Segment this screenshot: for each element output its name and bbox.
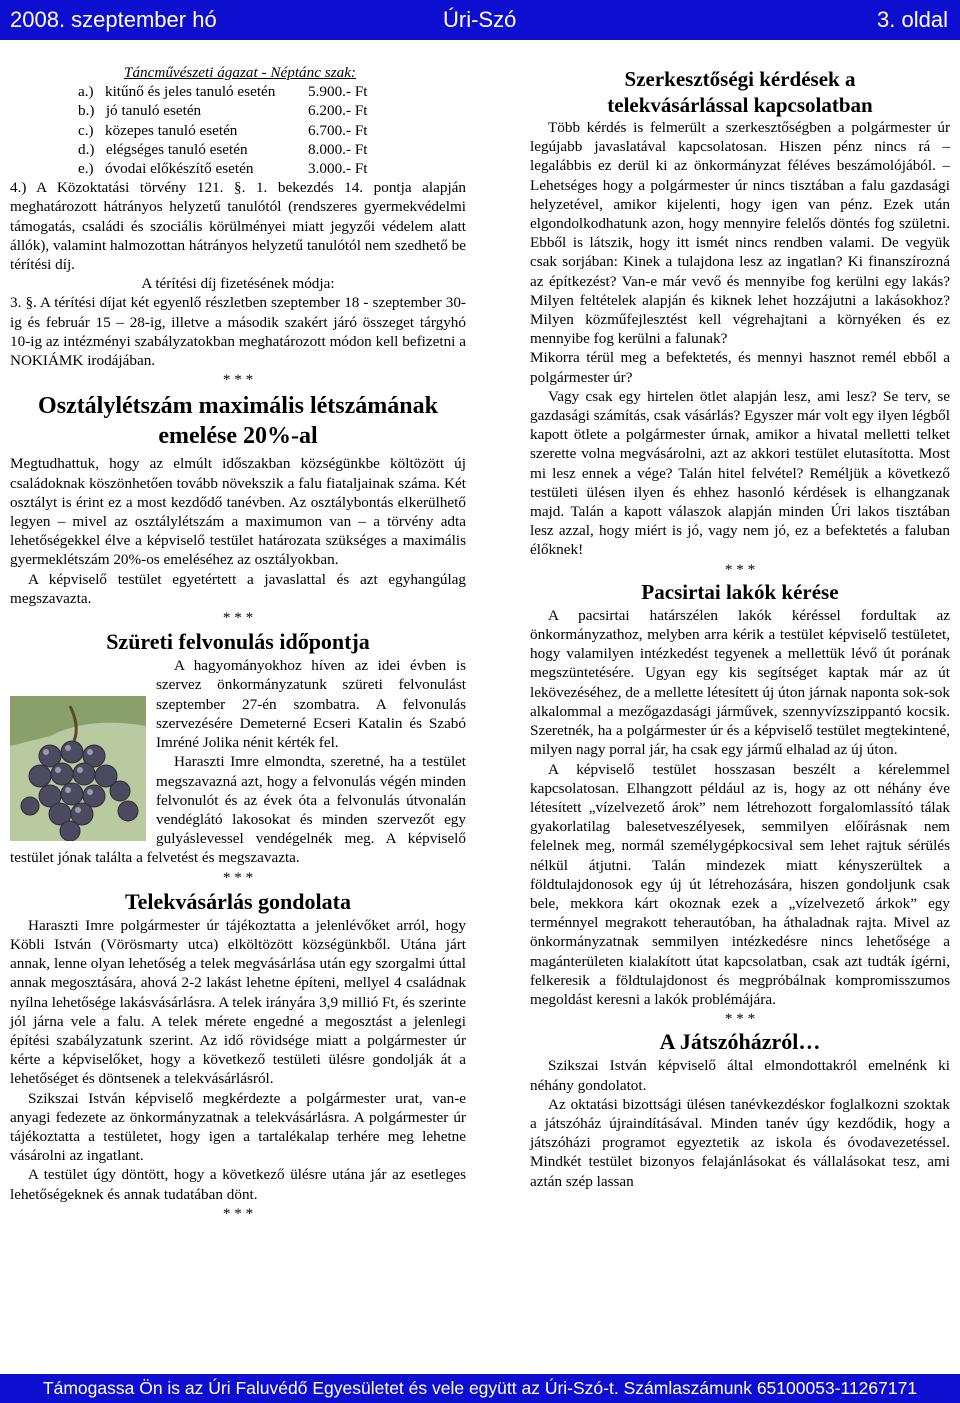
fee-row	[78, 101, 466, 120]
paragraph: Vagy csak egy hirtelen ötlet alapján lesz, ami lesz? Se terv, se gazdasági számítás, csak vásárlás? Egyszer már volt egy ilyen légből kapott ötlete a polgármester úrnak, amikor a hivatal melletti telket szerette volna megvásárolni, azt az akkori testület elutasította. Most mi lesz ennek a vége? Talán hitel felvétel? Reméljük a következő testületi ülésen ilyen és ehhez hasonló kérdések is elhangzanak majd. Talán a kapott válaszok alapján minden Úri lakos tisztában lesz azzal, hogy miért is jó, vagy nem jó, ez a befektetés a faluban élőknek!	[530, 387, 950, 559]
paragraph: Szikszai István képviselő megkérdezte a polgármester urat, van-e anyagi fedezete az önkormányzatnak a telekvásárlásra. A polgármester úr tájékoztatta a testületet, hogy igen a tartalékalap terhére meg lehetne vásárolni az ingatlant.	[10, 1089, 466, 1165]
paragraph: A képviselő testület egyetértett a javaslattal és azt egyhangúlag megszavazta.	[10, 570, 466, 607]
separator: * * *	[222, 868, 254, 886]
paragraph: Mikorra térül meg a befektetés, és mennyi hasznot remél ebből a polgármester úr?	[530, 349, 950, 386]
fee-amount: 3.000.- Ft	[308, 160, 368, 178]
fee-row	[78, 140, 466, 159]
article-title: Osztálylétszám maximális létszámának	[38, 393, 438, 420]
article-title: Szerkesztőségi kérdések a	[624, 67, 856, 91]
paragraph: Haraszti Imre elmondta, szeretné, ha a testület megszavazná azt, hogy a felvonulás végén minden felvonulót és az évek óta a felvonulás útvonalán vendéglátó lakosokat és minden szervezőt egy gulyáslevessel vendégelnék meg. A képviselő testület jónak találta a felvetést és megszavazta.	[10, 753, 466, 867]
subheading: A térítési díj fizetésének módja:	[141, 275, 335, 293]
fee-row	[78, 159, 466, 178]
page-footer: Támogassa Ön is az Úri Faluvédő Egyesületet és vele együtt az Úri-Szó-t. Számlaszámunk 65100053-11267171	[0, 1374, 960, 1403]
paragraph: Szikszai István képviselő által elmondottakról emelnénk ki néhány gondolatot.	[530, 1057, 950, 1094]
grapes-photo	[10, 696, 146, 841]
header-page-number: 3. oldal	[877, 7, 948, 32]
fee-list	[10, 82, 466, 178]
paragraph: Megtudhattuk, hogy az elmúlt időszakban községünkbe költözött új családoknak köszönhetően tovább növekszik a falu fiataljainak száma. Két osztályt is érint ez a most kezdődő tanévben. Az osztálybontás elkerülhető legyen – mivel az osztálylétszám a maximumon van – a törvény adta lehetőségekkel élve a képviselő testület határozata szükséges a maximális gyermeklétszám 20%-os emeléséhez az osztályokban.	[10, 455, 466, 569]
separator: * * *	[724, 560, 756, 578]
paragraph: A képviselő testület hosszasan beszélt a kérelemmel kapcsolatosan. Elhangzott például az is, hogy az ott néhány éve létesített „vízelvezető árok” nem létrehozott forgalomlassító tálak gyakorlatilag balesetveszélyesek, semmilyen előírásnak nem felelnek meg, normál személygépkocsival sem lehet rajtuk sérülés nélkül átjutni. Talán mindezek miatt kényszerültek a földtulajdonosok egy új út létrehozására, hiszen gondoljunk csak bele, mekkora kárt okoznak ezek a „vízelvezető árkok” egy terménnyel megrakott teherautóban, ha áthaladnak rajta. Mivel az önkormányzatnak semmilyen intézkedésre nincs lehetősége a magánterületen kialakított útat kapcsolatban, csak azt tudták ígérni, felkeresik a földtulajdonost és megpróbálnak kompromisszumos megoldást keresni a lakók problémájára.	[530, 760, 950, 1008]
fee-label: a.) kitűnő és jeles tanuló esetén	[78, 83, 276, 101]
fee-amount: 8.000.- Ft	[308, 140, 368, 158]
article-title: Telekvásárlás gondolata	[125, 888, 351, 914]
left-column	[10, 63, 466, 1223]
article-title: Szüreti felvonulás időpontja	[106, 629, 370, 655]
separator: * * *	[222, 1204, 254, 1222]
fee-row	[78, 121, 466, 140]
fee-amount: 5.900.- Ft	[308, 83, 368, 101]
right-column	[530, 66, 950, 1191]
fee-label: d.) elégséges tanuló esetén	[78, 140, 248, 158]
separator: * * *	[724, 1010, 756, 1028]
article-title: Pacsirtai lakók kérése	[641, 579, 839, 604]
separator: * * *	[222, 371, 254, 389]
paragraph: A hagyományokhoz híven az idei évben is szervez önkormányzatunk szüreti felvonulást szeptember 27-én szombatra. A felvonulás szervezésére Demeterné Ecseri Katalin és Szabó Imréné Jolika nénit kérték fel.	[156, 657, 466, 752]
fee-amount: 6.700.- Ft	[308, 121, 368, 139]
article-title: emelése 20%-al	[158, 423, 318, 450]
page-header	[0, 0, 960, 40]
article-body	[10, 656, 466, 867]
fee-row	[78, 82, 466, 101]
fee-label: b.) jó tanuló esetén	[78, 102, 202, 120]
separator: * * *	[222, 609, 254, 627]
header-title: Úri-Szó	[443, 7, 517, 32]
paragraph: Az oktatási bizottsági ülésen tanévkezdéskor foglalkozni szoktak a játszóház újraindításával. Minden tanév úgy kezdődik, hogy a játszóházi programot egyeztetik az iskola és óvodavezetéssel. Mindkét testület bizonyos felajánlásokat és vállalásokat tesz, ami aztán szép lassan	[530, 1095, 950, 1190]
fee-label: c.) közepes tanuló esetén	[78, 121, 238, 139]
fee-section-title: Táncművészeti ágazat - Néptánc szak:	[124, 64, 356, 81]
fee-label: e.) óvodai előkészítő esetén	[78, 160, 254, 178]
paragraph: Haraszti Imre polgármester úr tájékoztatta a jelenlévőket arról, hogy Köbli István (Vörösmarty utca) elköltözött községünkből. Utána járt annak, lenne olyan lehetőség a telek megvásárlása után egy szorgalmi úttal annak megosztására, ahová 2-2 lakást lehetne építeni, mellyel 4 családnak nyílna lehetősége lakásvásárlásra. A telek irányára 3,9 millió Ft, és szerinte jól járna vele a falu. A telek mérete engedné a megosztást a jelenlegi építési szabályzatunk szerint. Az idő rövidsége miatt a polgármester úr kérte a képviselőket, hogy a következő testületi ülésre gondolják át a lehetőséget és döntsenek a telekvásárlásról.	[10, 916, 466, 1088]
paragraph: 4.) A Közoktatási törvény 121. §. 1. bekezdés 14. pontja alapján meghatározott hátrányos helyzetű tanulótól (rendszeres gyermekvédelmi támogatás, családi és szociális körülményei miatt jegyzői védelem alatt állók), valamint halmozottan hátrányos helyzetű tanulótól nem szedhető be térítési díj.	[10, 179, 466, 274]
fee-amount: 6.200.- Ft	[308, 102, 368, 120]
paragraph: A pacsirtai határszélen lakók kéréssel fordultak az önkormányzathoz, melyben arra kérik a testület képviselő testületet, hogy valamilyen intézkedést tegyenek a mellettük lévő út porának megszüntetésére. Ugyan egy kis segítséget kaptak már az út lekövezéséhez, de a mellette létesített új úton járnak naponta sok-sok alkalommal a mezőgazdasági járművek, szennyvízszippantó kocsik. Szeretnék, ha a polgármester úr és a képviselő testület megtekintené, milyen nagy porral jár, ha csak egy jármű elhalad az új úton.	[530, 606, 950, 759]
grapes-image	[10, 696, 146, 841]
paragraph: 3. §. A térítési díjat két egyenlő részletben szeptember 18 - szeptember 30-ig és február 15 – 28-ig, illetve a második szakért járó összeget tárgyhó 10-ig az intézményi szabályzatokban meghatározott módon kell befizetni a NOKIÁMK irodájában.	[10, 294, 466, 370]
paragraph: Több kérdés is felmerült a szerkesztőségben a polgármester úr legújabb javaslatával kapcsolatosan. Hiszen pénz nincs rá – legalábbis ez derül ki az önkormányzat féléves beszámolójából. – Lehetséges hogy a polgármester úr nincs tisztában a falu gazdasági helyzetével, amikor kijelenti, hogy igen van pénz. Ezek után elgondolkodhatunk azon, hogy mennyire felelős döntés fog születni. Ebből is látszik, hogy itt ismét nincs rendben valami. De vegyük csak sorjában: Kinek a tulajdona lesz az ingatlan? Ki finanszírozná az építkezést? Van-e már vevő és mennyibe fog kerülni egy lakás? Milyen feltételek alapján és kiknek lehet hozzájutni a lakásokhoz? Milyen közműfejlesztést kell végrehajtani a környéken és ez mennyibe fog kerülni a falunak?	[530, 119, 950, 348]
article-title: A Játszóházról…	[659, 1029, 821, 1055]
article-title: telekvásárlással kapcsolatban	[607, 93, 873, 117]
paragraph: A testület úgy döntött, hogy a következő ülésre utána jár az esetleges lehetőségeknek és annak tudatában dönt.	[10, 1166, 466, 1203]
header-date: 2008. szeptember hó	[10, 7, 217, 32]
